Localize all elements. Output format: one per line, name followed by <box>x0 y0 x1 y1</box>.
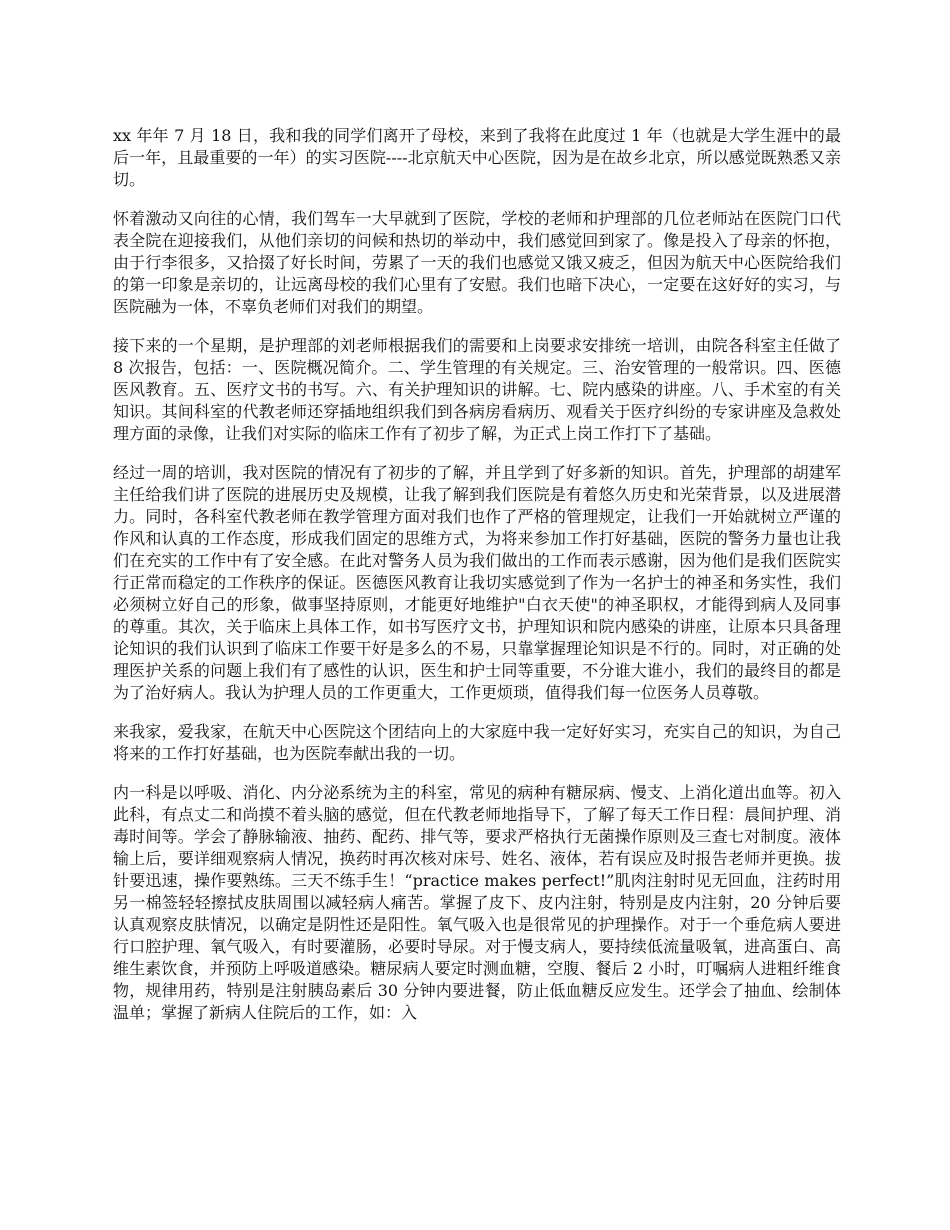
document-body <box>113 125 841 1041</box>
paragraph-3: 接下来的一个星期，是护理部的刘老师根据我们的需要和上岗要求安排统一培训，由院各科室主任做了 8 次报告，包括：一、医院概况简介。二、学生管理的有关规定。三、治安管理的一般常识。四、医德医风教育。五、医疗文书的书写。六、有关护理知识的讲解。七、院内感染的讲座。八、手术室的有关知识。其间科室的代教老师还穿插地组织我们到各病房看病历、观看关于医疗纠纷的专家讲座及急救处理方面的录像，让我们对实际的临床工作有了初步了解，为正式上岗工作打下了基础。 <box>113 336 841 443</box>
paragraph-4: 经过一周的培训，我对医院的情况有了初步的了解，并且学到了好多新的知识。首先，护理部的胡建军主任给我们讲了医院的进展历史及规模，让我了解到我们医院是有着悠久历史和光荣背景，以及进展潜力。同时，各科室代教老师在教学管理方面对我们也作了严格的管理规定，让我们一开始就树立严谨的作风和认真的工作态度，形成我们固定的思维方式，为将来参加工作打好基础，医院的警务力量也让我们在充实的工作中有了安全感。在此对警务人员为我们做出的工作而表示感谢，因为他们是我们医院实行正常而稳定的工作秩序的保证。医德医风教育让我切实感觉到了作为一名护士的神圣和务实性，我们必须树立好自己的形象，做事坚持原则，才能更好地维护"白衣天使"的神圣职权，才能得到病人及同事的尊重。其次，关于临床上具体工作，如书写医疗文书，护理知识和院内感染的讲座，让原本只具备理论知识的我们认识到了临床工作要干好是多么的不易，只靠掌握理论知识是不行的。同时，对正确的处理医护关系的问题上我们有了感性的认识，医生和护士同等重要，不分谁大谁小，我们的最终目的都是为了治好病人。我认为护理人员的工作更重大，工作更烦琐，值得我们每一位医务人员尊敬。 <box>113 463 841 702</box>
paragraph-1: xx 年年 7 月 18 日，我和我的同学们离开了母校，来到了我将在此度过 1 年（也就是大学生涯中的最后一年，且最重要的一年）的实习医院----北京航天中心医院，因为是在故乡北京，所以感觉既熟悉又亲切。 <box>113 126 841 189</box>
paragraph-2: 怀着激动又向往的心情，我们驾车一大早就到了医院，学校的老师和护理部的几位老师站在医院门口代表全院在迎接我们，从他们亲切的问候和热切的举动中，我们感觉回到家了。像是投入了母亲的怀抱，由于行李很多，又拾掇了好长时间，劳累了一天的我们也感觉又饿又疲乏，但因为航天中心医院给我们的第一印象是亲切的，让远离母校的我们心里有了安慰。我们也暗下决心，一定要在这好好的实习，与医院融为一体，不辜负老师们对我们的期望。 <box>113 209 841 316</box>
paragraph-6: 内一科是以呼吸、消化、内分泌系统为主的科室，常见的病种有糖尿病、慢支、上消化道出血等。初入此科，有点丈二和尚摸不着头脑的感觉，但在代教老师地指导下，了解了每天工作日程：晨间护理、消毒时间等。学会了静脉输液、抽药、配药、排气等，要求严格执行无菌操作原则及三查七对制度。液体输上后，要详细观察病人情况，换药时再次核对床号、姓名、液体，若有误应及时报告老师并更换。拔针要迅速，操作要熟练。三天不练手生！“practice makes perfect!”肌肉注射时见无回血，注药时用另一棉签轻轻擦拭皮肤周围以减轻病人痛苦。掌握了皮下、皮内注射，特别是皮内注射，20 分钟后要认真观察皮肤情况，以确定是阴性还是阳性。氧气吸入也是很常见的护理操作。对于一个垂危病人要进行口腔护理、氧气吸入，有时要灌肠，必要时导尿。对于慢支病人，要持续低流量吸氧，进高蛋白、高维生素饮食，并预防上呼吸道感染。糖尿病人要定时测血糖，空腹、餐后 2 小时，叮嘱病人进粗纤维食物，规律用药，特别是注射胰岛素后 30 分钟内要进餐，防止低血糖反应发生。还学会了抽血、绘制体温单；掌握了新病人住院后的工作，如：入 <box>113 783 841 1022</box>
paragraph-5: 来我家，爱我家，在航天中心医院这个团结向上的大家庭中我一定好好实习，充实自己的知识，为自己将来的工作打好基础，也为医院奉献出我的一切。 <box>113 722 841 763</box>
